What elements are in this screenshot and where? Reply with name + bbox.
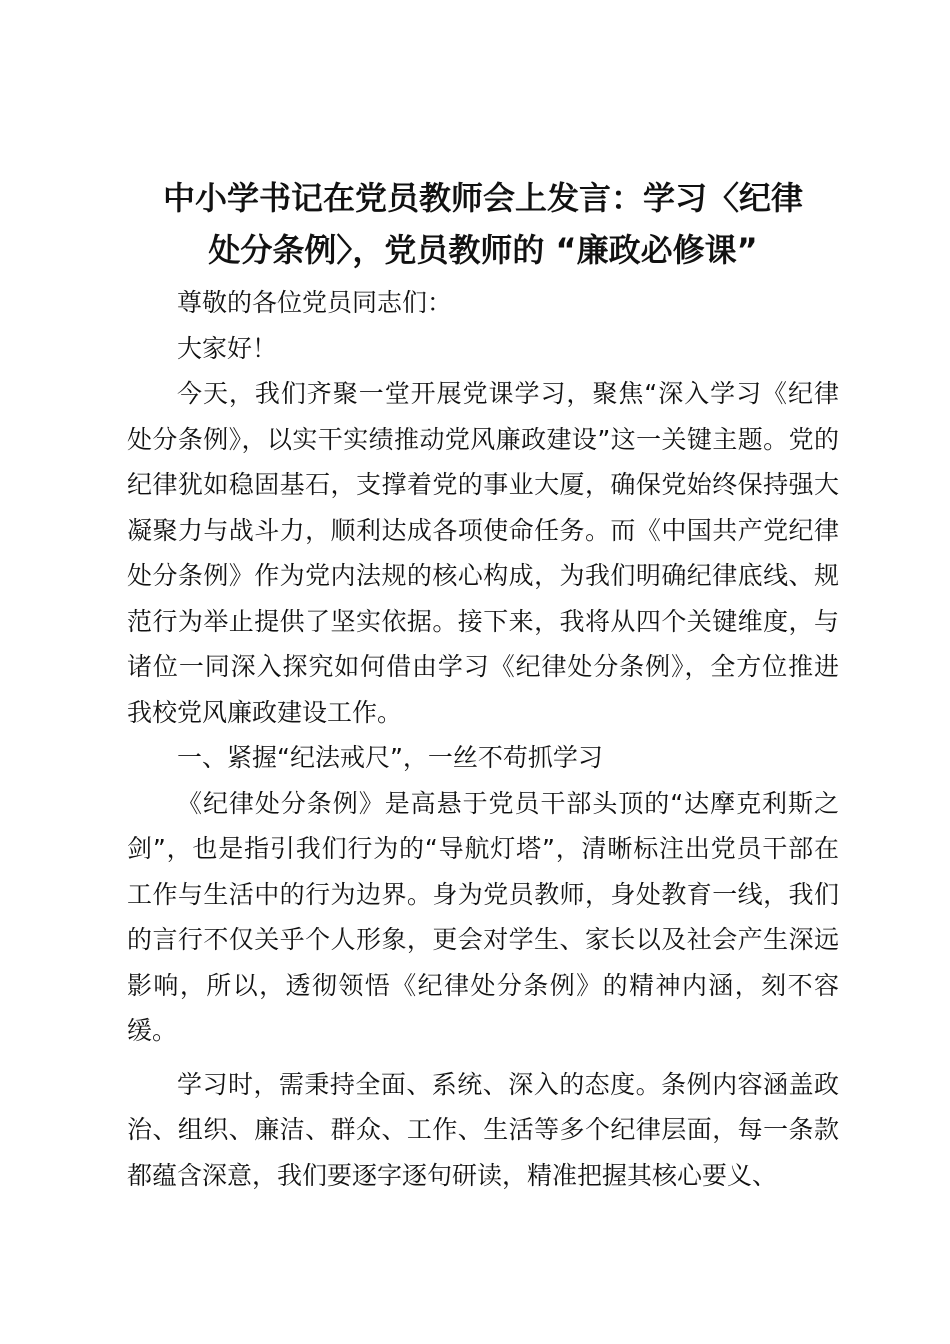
title-line-1: 中小学书记在党员教师会上发言：学习〈纪律 <box>162 179 803 217</box>
body-paragraph-1: 《纪律处分条例》是高悬于党员干部头顶的“达摩克利斯之剑”，也是指引我们行为的“导航灯塔”，清晰标注出党员干部在工作与生活中的行为边界。身为党员教师，身处教育一线，我们的言行不仅关乎个人形象，更会对学生、家长以及社会产生深远影响，所以，透彻领悟《纪律处分条例》的精神内涵，刻不容缓。 <box>127 788 839 1045</box>
intro-paragraph: 今天，我们齐聚一堂开展党课学习，聚焦“深入学习《纪律处分条例》，以实干实绩推动党风廉政建设”这一关键主题。党的纪律犹如稳固基石，支撑着党的事业大厦，确保党始终保持强大凝聚力与战斗力，顺利达成各项使命任务。而《中国共产党纪律处分条例》作为党内法规的核心构成，为我们明确纪律底线、规范行为举止提供了坚实依据。接下来，我将从四个关键维度，与诸位一同深入探究如何借由学习《纪律处分条例》，全方位推进我校党风廉政建设工作。 <box>127 379 839 727</box>
document-title <box>127 172 839 276</box>
body-paragraph-2: 学习时，需秉持全面、系统、深入的态度。条例内容涵盖政治、组织、廉洁、群众、工作、生活等多个纪律层面，每一条款都蕴含深意，我们要逐字逐句研读，精准把握其核心要义、 <box>127 1069 839 1190</box>
section-heading-1: 一、紧握“纪法戒尺”，一丝不苟抓学习 <box>177 743 603 772</box>
greeting: 大家好！ <box>177 333 278 363</box>
document-page <box>127 172 839 1198</box>
salutation: 尊敬的各位党员同志们： <box>177 288 453 317</box>
title-line-2: 处分条例〉，党员教师的 “廉政必修课” <box>208 231 758 269</box>
